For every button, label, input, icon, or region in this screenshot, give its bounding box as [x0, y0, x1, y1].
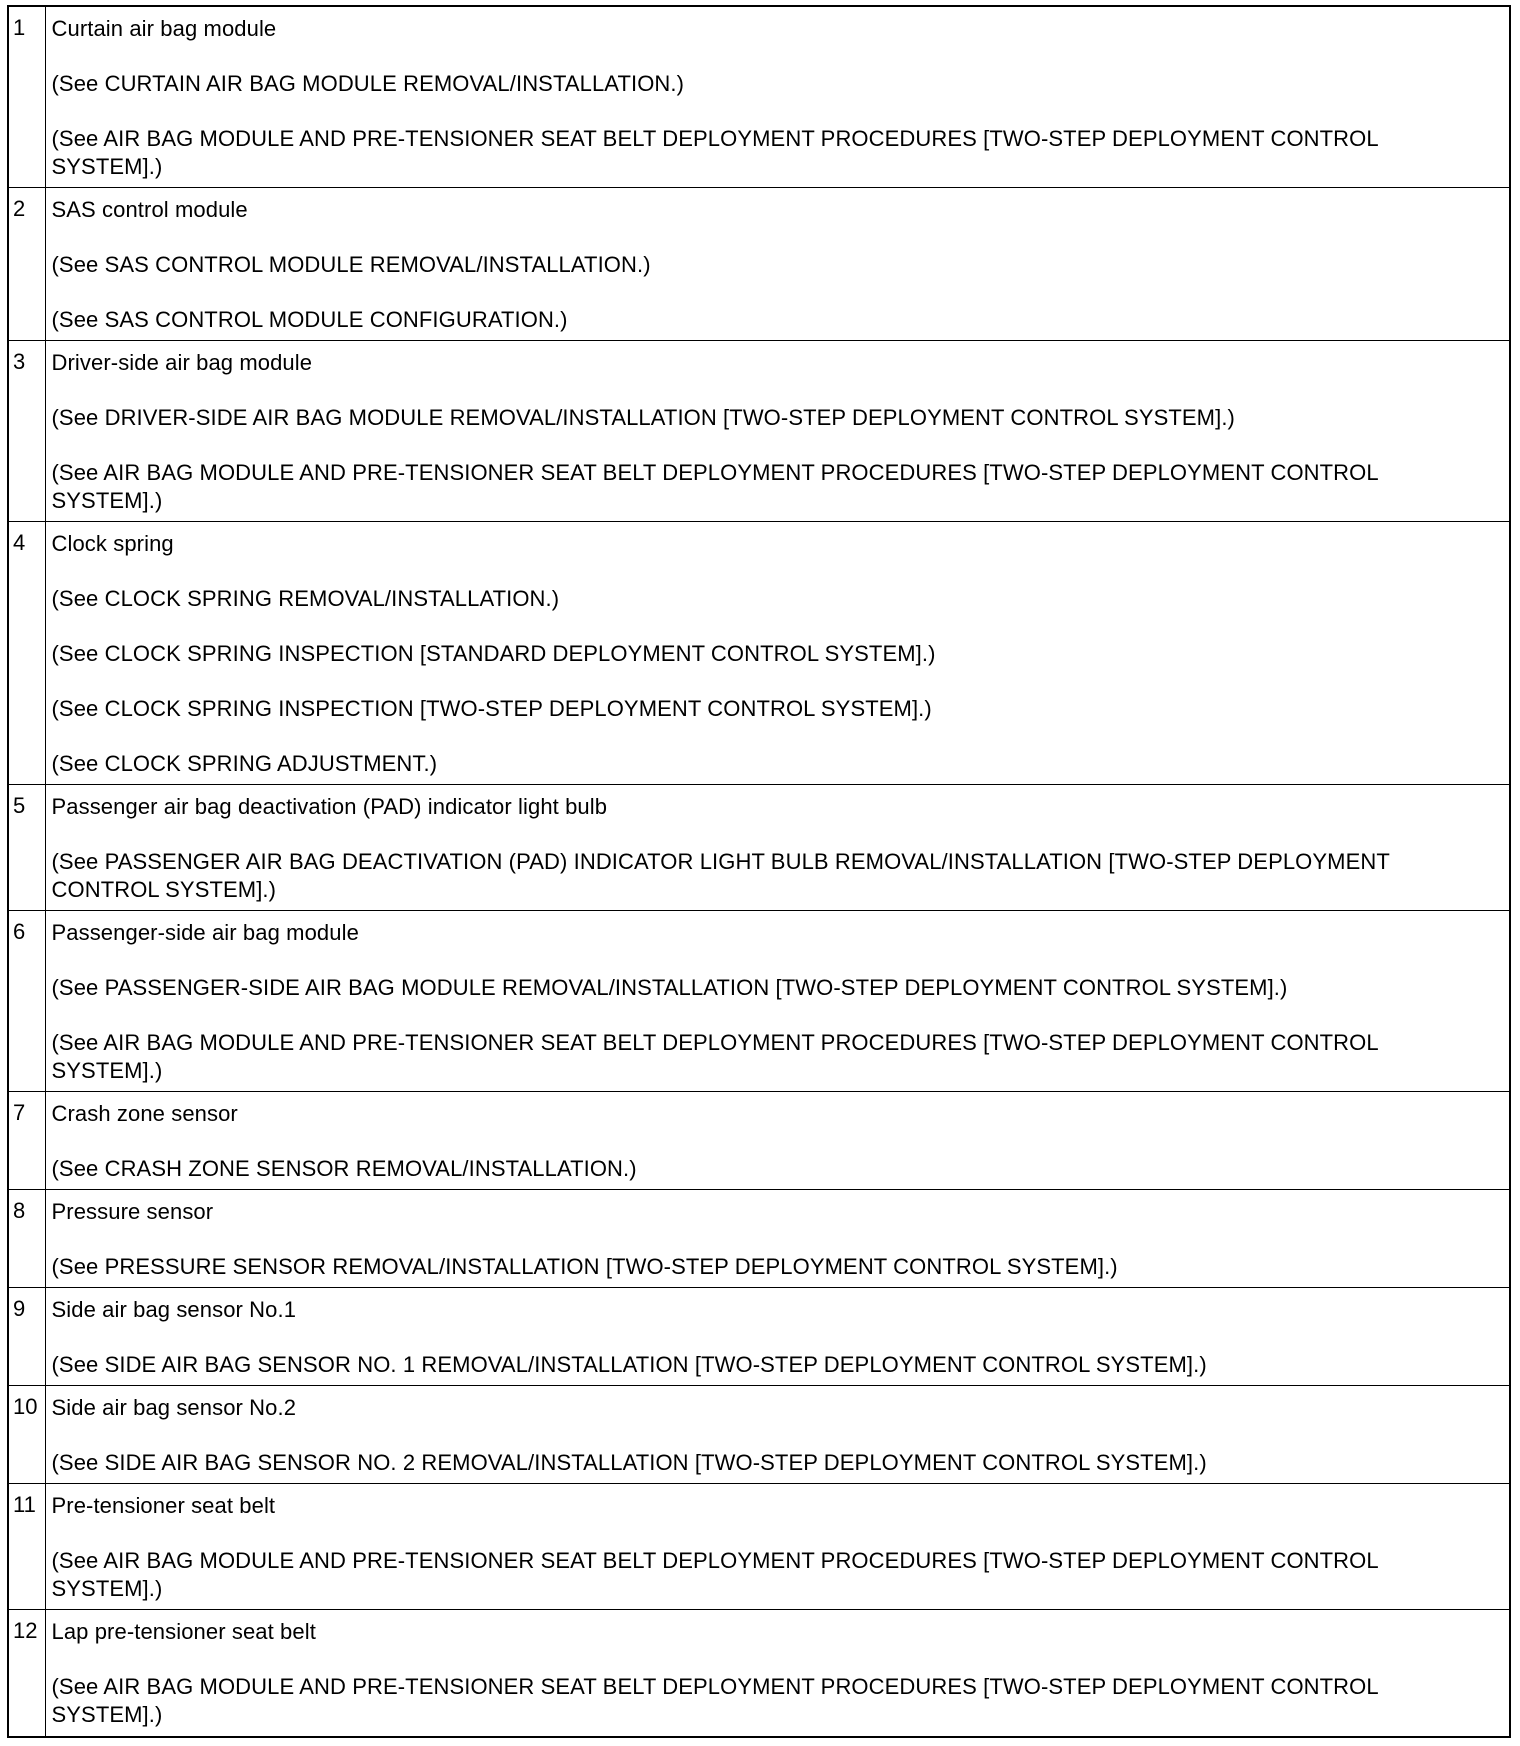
row-number: 10 — [9, 1386, 45, 1484]
row-number: 1 — [9, 7, 45, 188]
reference-link[interactable]: (See SIDE AIR BAG SENSOR NO. 2 REMOVAL/INSTALLATION [TWO-STEP DEPLOYMENT CONTROL SYSTEM].) — [51, 1450, 1207, 1475]
part-name: Passenger-side air bag module — [51, 920, 359, 945]
part-name: Passenger air bag deactivation (PAD) indicator light bulb — [51, 794, 608, 819]
part-name: SAS control module — [51, 197, 248, 222]
row-content — [45, 1610, 1509, 1737]
reference-link[interactable]: (See PRESSURE SENSOR REMOVAL/INSTALLATION [TWO-STEP DEPLOYMENT CONTROL SYSTEM].) — [51, 1254, 1118, 1279]
row-number: 6 — [9, 911, 45, 1092]
part-name: Pre-tensioner seat belt — [51, 1493, 276, 1518]
table-row — [9, 785, 1509, 911]
row-content — [45, 1092, 1509, 1190]
reference-link[interactable]: (See CLOCK SPRING INSPECTION [STANDARD DEPLOYMENT CONTROL SYSTEM].) — [51, 641, 936, 666]
table-row — [9, 522, 1509, 785]
part-name: Clock spring — [51, 531, 174, 556]
reference-link[interactable]: (See AIR BAG MODULE AND PRE-TENSIONER SEAT BELT DEPLOYMENT PROCEDURES [TWO-STEP DEPLOYMENT CONTROL SYSTEM].) — [51, 126, 1378, 179]
reference-link[interactable]: (See AIR BAG MODULE AND PRE-TENSIONER SEAT BELT DEPLOYMENT PROCEDURES [TWO-STEP DEPLOYMENT CONTROL SYSTEM].) — [51, 460, 1378, 513]
table-row — [9, 911, 1509, 1092]
row-content — [45, 522, 1509, 785]
reference-link[interactable]: (See SAS CONTROL MODULE REMOVAL/INSTALLATION.) — [51, 252, 651, 277]
row-number: 2 — [9, 188, 45, 341]
reference-link[interactable]: (See DRIVER-SIDE AIR BAG MODULE REMOVAL/INSTALLATION [TWO-STEP DEPLOYMENT CONTROL SYSTEM].) — [51, 405, 1235, 430]
part-name: Side air bag sensor No.1 — [51, 1297, 297, 1322]
row-number: 3 — [9, 341, 45, 522]
row-content — [45, 1288, 1509, 1386]
part-name: Driver-side air bag module — [51, 350, 313, 375]
reference-link[interactable]: (See PASSENGER AIR BAG DEACTIVATION (PAD) INDICATOR LIGHT BULB REMOVAL/INSTALLATION [TWO-STEP DEPLOYMENT CONTROL SYSTEM].) — [51, 849, 1390, 902]
reference-link[interactable]: (See AIR BAG MODULE AND PRE-TENSIONER SEAT BELT DEPLOYMENT PROCEDURES [TWO-STEP DEPLOYMENT CONTROL SYSTEM].) — [51, 1548, 1378, 1601]
part-name: Side air bag sensor No.2 — [51, 1395, 297, 1420]
table-row — [9, 1092, 1509, 1190]
reference-link[interactable]: (See AIR BAG MODULE AND PRE-TENSIONER SEAT BELT DEPLOYMENT PROCEDURES [TWO-STEP DEPLOYMENT CONTROL SYSTEM].) — [51, 1674, 1378, 1727]
row-number: 5 — [9, 785, 45, 911]
reference-link[interactable]: (See SIDE AIR BAG SENSOR NO. 1 REMOVAL/INSTALLATION [TWO-STEP DEPLOYMENT CONTROL SYSTEM].) — [51, 1352, 1207, 1377]
row-number: 11 — [9, 1484, 45, 1610]
parts-reference-table — [9, 7, 1509, 1736]
row-content — [45, 911, 1509, 1092]
part-name: Lap pre-tensioner seat belt — [51, 1619, 316, 1644]
row-content — [45, 1484, 1509, 1610]
reference-link[interactable]: (See CRASH ZONE SENSOR REMOVAL/INSTALLATION.) — [51, 1156, 637, 1181]
reference-link[interactable]: (See CLOCK SPRING INSPECTION [TWO-STEP DEPLOYMENT CONTROL SYSTEM].) — [51, 696, 932, 721]
row-number: 8 — [9, 1190, 45, 1288]
table-row — [9, 1190, 1509, 1288]
table-row — [9, 1610, 1509, 1737]
row-number: 7 — [9, 1092, 45, 1190]
row-content — [45, 1190, 1509, 1288]
table-row — [9, 1386, 1509, 1484]
row-number: 9 — [9, 1288, 45, 1386]
table-row — [9, 1288, 1509, 1386]
row-number: 4 — [9, 522, 45, 785]
table-row — [9, 1484, 1509, 1610]
row-content — [45, 785, 1509, 911]
part-name: Pressure sensor — [51, 1199, 214, 1224]
row-content — [45, 7, 1509, 188]
reference-link[interactable]: (See CLOCK SPRING ADJUSTMENT.) — [51, 751, 438, 776]
row-content — [45, 1386, 1509, 1484]
row-content — [45, 341, 1509, 522]
table-row — [9, 188, 1509, 341]
reference-link[interactable]: (See SAS CONTROL MODULE CONFIGURATION.) — [51, 307, 568, 332]
reference-link[interactable]: (See CURTAIN AIR BAG MODULE REMOVAL/INSTALLATION.) — [51, 71, 685, 96]
part-name: Crash zone sensor — [51, 1101, 238, 1126]
part-name: Curtain air bag module — [51, 16, 277, 41]
parts-table-body — [9, 7, 1509, 1736]
parts-table-frame — [7, 5, 1511, 1738]
reference-link[interactable]: (See AIR BAG MODULE AND PRE-TENSIONER SEAT BELT DEPLOYMENT PROCEDURES [TWO-STEP DEPLOYMENT CONTROL SYSTEM].) — [51, 1030, 1378, 1083]
reference-link[interactable]: (See CLOCK SPRING REMOVAL/INSTALLATION.) — [51, 586, 560, 611]
reference-link[interactable]: (See PASSENGER-SIDE AIR BAG MODULE REMOVAL/INSTALLATION [TWO-STEP DEPLOYMENT CONTROL SYSTEM].) — [51, 975, 1288, 1000]
row-number: 12 — [9, 1610, 45, 1737]
table-row — [9, 7, 1509, 188]
row-content — [45, 188, 1509, 341]
table-row — [9, 341, 1509, 522]
